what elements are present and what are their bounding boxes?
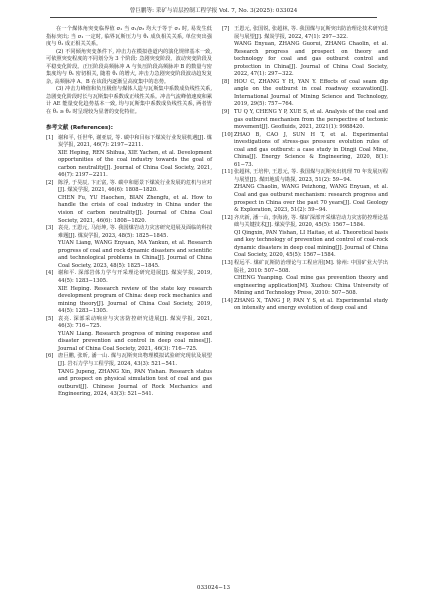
reference-entry xyxy=(222,79,388,109)
page-number: 033024−13 xyxy=(196,585,231,591)
reference-number: [8] xyxy=(222,78,230,85)
reference-text: 陈浮, 于昊辰, 卞正富, 等. 碳中和愿景下煤炭行业发展的危机与应对[J]. 煤炭学报, 2021, 46(6): 1808−1820. xyxy=(58,179,212,194)
reference-entry xyxy=(46,316,212,354)
left-column xyxy=(46,26,212,399)
reference-entry xyxy=(222,132,388,170)
reference-english: YUAN Liang, WANG Enyuan, MA Yankun, et al. Research progress of coal and rock dynamic disasters and scientific and technological problems in China[J]. Journal of China Coal Society, 2023, 48(5): 1825−1845. xyxy=(58,240,212,269)
reference-entry xyxy=(46,135,212,180)
reference-entry xyxy=(46,180,212,225)
reference-english: ZHANG Chaolin, WANG Peizhong, WANG Enyuan, et al. Coal and gas outburst mechanism: research progress and prospect in China over the past 70 years[J]. Coal Geology & Exploration, 2023, 51(2): 59−94. xyxy=(234,184,388,214)
reference-text: TU Q Y, CHENG Y P, XUE S, et al. Analysis of the coal and gas outburst mechanism from the perspective of tectonic movement[J]. Geofluids, 2021, 2021(1): 9988420. xyxy=(234,109,388,131)
references-heading: 参考文献 (References): xyxy=(46,124,113,131)
reference-english: WANG Enyuan, ZHANG Guorui, ZHANG Chaolin, et al. Research progress and prospect on theory and technology for coal and gas outburst control and protection in China[J]. Journal of China Coal Society, 2022, 47(1): 297−322. xyxy=(234,41,388,78)
body-paragraph-3: (3) 冲击力峰值和负压极值与煤体人造与瓦斯集中系数成负线性关系, 急剧变化阶段时长与瓦斯集中系数成正线性关系。冲击气流峰值速度和累计 AE 能量变化趋势基本一致, 均与瓦斯集中系数成负线性关系, 两者皆在 θ₁ ≥ θ₂ 时呈现较为显著的变化特征。 xyxy=(46,86,213,116)
reference-text: ZHANG X, TANG J P, PAN Y S, et al. Experimental study on intensity and energy evolution of deep coal and xyxy=(234,297,388,312)
reference-text: 王恩元, 张国锐, 张超林, 等. 我国煤与瓦斯突出防治理论技术研究进展与展望[J]. 煤炭学报, 2022, 47(1): 297−322. xyxy=(234,26,388,40)
reference-number: [9] xyxy=(222,109,230,116)
reference-english: CHEN Fu, YU Haochen, BIAN Zhengfu, et al. How to handle the crisis of coal industry in China under the vision of carbon neutrality[J]. Journal of China Coal Society, 2021, 46(6): 1808−1820. xyxy=(58,194,212,224)
references-list-left xyxy=(46,135,212,399)
reference-number: [13] xyxy=(222,259,233,266)
reference-number: [4] xyxy=(46,270,54,277)
reference-number: [14] xyxy=(222,297,233,304)
reference-number: [6] xyxy=(46,353,54,360)
reference-english: TANG Jupeng, ZHANG Xin, PAN Yishan. Research status and prospect on physical simulation test of coal and gas outburst[J]. Chinese Journal of Rock Mechanics and Engineering, 2024, 43(3): 521−541. xyxy=(58,368,212,398)
reference-entry xyxy=(222,169,388,214)
reference-text: 谢和平, 任世华, 谢亚辰, 等. 碳中和目标下煤炭行业发展机遇[J]. 煤炭学报, 2021, 46(7): 2197−2211. xyxy=(58,134,212,149)
reference-number: [7] xyxy=(222,26,230,32)
reference-number: [1] xyxy=(46,134,54,141)
reference-number: [11] xyxy=(222,169,233,176)
reference-number: [2] xyxy=(46,179,54,186)
reference-entry xyxy=(46,225,212,270)
reference-english: XIE Heping. Research review of the state key research development program of China: deep rock mechanics and mining theory[J]. Journal of China Coal Society, 2019, 44(5): 1283−1305. xyxy=(58,285,212,315)
reference-english: XIE Heping, REN Shihua, XIE Yachen, et al. Development opportunities of the coal industry towards the goal of carbon neutrality[J]. Journal of China Coal Society, 2021, 46(7): 2197−2211. xyxy=(58,149,212,179)
reference-text: 齐庆新, 潘一山, 李海涛, 等. 煤矿深部开采煤岩动力灾害防控理论基础与关键技术[J]. 煤炭学报, 2020, 45(5): 1567−1584. xyxy=(234,214,388,229)
reference-text: HOU C, ZHANG Y H, YAN Y. Effects of coal seam dip angle on the outburst in coal roadway excavation[J]. International Journal of Mining Science and Technology, 2019, 29(5): 757−764. xyxy=(234,78,388,108)
reference-text: 谢和平. 深部岩体力学与开采理论研究进展[J]. 煤炭学报, 2019, 44(5): 1283−1305. xyxy=(58,270,212,284)
reference-number: [5] xyxy=(46,315,54,322)
body-paragraph-2: (2) 不同倾角突变条件下, 冲击力在模拟巷道内的演化规律基本一致, 可依照突变程度的不同划分为 3 个阶段: 急剧突变阶段、波动突变阶段及平稳变化阶段。正压阶段高频脉冲 A 与负压阶段高频脉冲 B 的数量与密集度均与 θ₁ 密切相关, 随着 θ₁ 的增大, 冲击力急剧突变阶段波动趋发复杂, 高频脉冲 A、B 在该段内逐渐呈高度集中的态势。 xyxy=(46,48,212,85)
reference-entry xyxy=(222,260,388,298)
reference-text: 唐巨鹏, 张昕, 潘一山. 煤与瓦斯突出物理模拟试验研究现状及展望[J]. 岩石力学与工程学报, 2024, 43(3): 521−541. xyxy=(58,353,212,367)
reference-text: 程远平. 煤矿瓦斯防治理论与工程应用[M]. 徐州: 中国矿业大学出版社, 2010: 507−508. xyxy=(234,259,388,274)
reference-entry xyxy=(46,353,212,398)
reference-entry xyxy=(222,298,388,313)
references-list-right xyxy=(222,26,388,313)
reference-english: YUAN Liang. Research progress of mining response and disaster prevention and control in deep coal mines[J]. Journal of China Coal Society, 2021, 46(3): 716−725. xyxy=(58,330,212,352)
reference-text: ZHAO B, CAO J, SUN H T, et al. Experimental investigations of stress-gas pressure evolution rules of coal and gas outburst: a case study in Dingji Coal Mine, China[J]. Energy Science & Engineering, 2020, 8(1): 61−73. xyxy=(234,131,388,168)
reference-entry xyxy=(222,26,388,79)
reference-number: [12] xyxy=(222,214,233,221)
reference-number: [3] xyxy=(46,225,54,232)
reference-english: QI Qingxin, PAN Yishan, LI Haitao, et al. Theoretical basis and key technology of prevention and control of coal-rock dynamic disasters in deep coal mining[J]. Journal of China Coal Society, 2020, 45(5): 1567−1584. xyxy=(234,229,388,259)
reference-entry xyxy=(222,215,388,260)
right-column xyxy=(222,26,388,313)
reference-text: 张超林, 王培仲, 王恩元, 等. 我国煤与瓦斯突出机理 70 年发展历程与展望[J]. 煤田地质与勘探, 2023, 51(2): 59−94. xyxy=(234,169,388,183)
body-paragraph-1: 在一个煤体角突变临界值 σ₁ 当 σ₁/σ₃ 均大于等于 σ₁ 时, 易发生低指标突出; 当 σ₁ 一定时, 临界瓦斯压力与 θ₁ 成负相关关系, 单位突出强度与 θ₁ 成正相关关系。 xyxy=(46,26,212,48)
reference-number: [10] xyxy=(222,131,233,138)
reference-entry xyxy=(46,270,212,315)
header-divider xyxy=(50,17,377,18)
reference-text: 袁亮, 王恩元, 马衍坤, 等. 我国煤岩动力灾害研究进展及面临的科技难题[J]. 煤炭学报, 2023, 48(5): 1825−1845. xyxy=(58,225,212,239)
reference-entry xyxy=(222,109,388,132)
reference-english: CHENG Yuanping. Coal mine gas prevention theory and engineering application[M]. Xuzhou: China University of Mining and Technology Press, 2010: 507−508. xyxy=(234,275,388,297)
running-header: 曾巨鹏等: 采矿与岩层控制工程学报 Vol. 7, No. 3(2025): 033024 xyxy=(129,8,298,14)
reference-text: 袁亮. 深部采动响应与灾害防控研究进展[J]. 煤炭学报, 2021, 46(3): 716−725. xyxy=(58,315,212,330)
